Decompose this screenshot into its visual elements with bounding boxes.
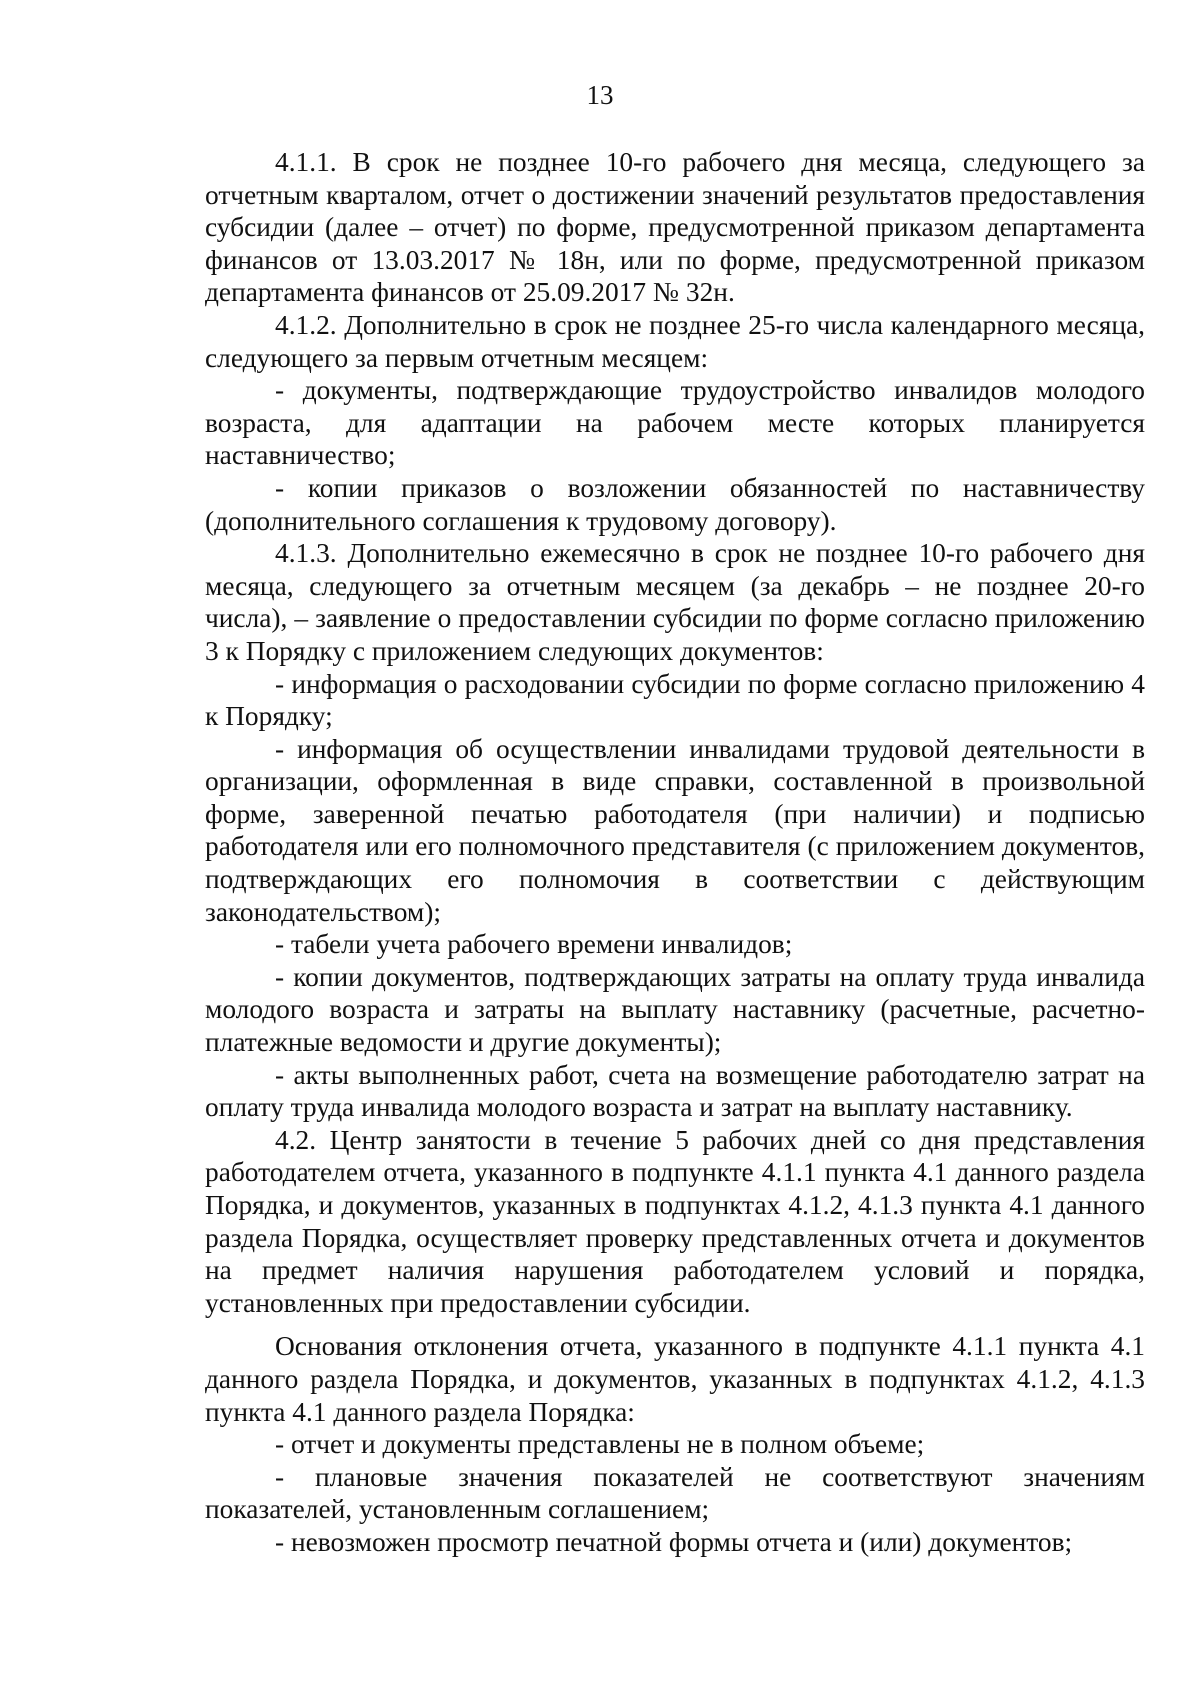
list-item-unviewable-print-form: - невозможен просмотр печатной формы отчета и (или) документов;	[275, 1526, 1073, 1557]
paragraph-4-1-3: 4.1.3. Дополнительно ежемесячно в срок не позднее 10-го рабочего дня месяца, следующего за отчетным месяцем (за декабрь – не позднее 20-го числа), – заявление о предоставлении субсидии по форме согласно приложению 3 к Порядку с приложением следующих документов:	[205, 538, 1145, 666]
list-item-incomplete-report: - отчет и документы представлены не в полном объеме;	[275, 1429, 925, 1460]
list-item-work-acts: - акты выполненных работ, счета на возмещение работодателю затрат на оплату труда инвалида молодого возраста и затрат на выплату наставнику.	[205, 1059, 1145, 1123]
list-item-employment-documents: - документы, подтверждающие трудоустройство инвалидов молодого возраста, для адаптации на рабочем месте которых планируется наставничество;	[205, 375, 1145, 471]
list-item-mentorship-orders: - копии приказов о возложении обязанностей по наставничеству (дополнительного соглашения к трудовому договору).	[205, 472, 1145, 536]
list-item-cost-documents: - копии документов, подтверждающих затраты на оплату труда инвалида молодого возраста и затраты на выплату наставнику (расчетные, расчетно-платежные ведомости и другие документы);	[205, 961, 1145, 1058]
paragraph-4-1-1: 4.1.1. В срок не позднее 10-го рабочего дня месяца, следующего за отчетным кварталом, отчет о достижении значений результатов предоставления субсидии (далее – отчет) по форме, предусмотренной приказом департамента финансов от 13.03.2017 № 18н, или по форме, предусмотренной приказом департамента финансов от 25.09.2017 № 32н.	[205, 147, 1145, 308]
list-item-timesheets: - табели учета рабочего времени инвалидов;	[275, 929, 793, 960]
paragraph-4-2: 4.2. Центр занятости в течение 5 рабочих дней со дня представления работодателем отчета, указанного в подпункте 4.1.1 пункта 4.1 данного раздела Порядка, и документов, указанных в подпунктах 4.1.2, 4.1.3 пункта 4.1 данного раздела Порядка, осуществляет проверку представленных отчета и документов на предмет наличия нарушения работодателем условий и порядка, установленных при предоставлении субсидии.	[205, 1124, 1145, 1318]
list-item-subsidy-spending-info: - информация о расходовании субсидии по форме согласно приложению 4 к Порядку;	[205, 668, 1145, 732]
paragraph-rejection-grounds: Основания отклонения отчета, указанного в подпункте 4.1.1 пункта 4.1 данного раздела Порядка, и документов, указанных в подпунктах 4.1.2, 4.1.3 пункта 4.1 данного раздела Порядка:	[205, 1331, 1145, 1427]
list-item-indicator-mismatch: - плановые значения показателей не соответствуют значениям показателей, установленным соглашением;	[205, 1461, 1145, 1525]
paragraph-4-1-2: 4.1.2. Дополнительно в срок не позднее 25-го числа календарного месяца, следующего за первым отчетным месяцем:	[205, 309, 1145, 373]
document-body	[205, 146, 1145, 1559]
page-number: 13	[586, 80, 614, 110]
list-item-employment-activity-info: - информация об осуществлении инвалидами трудовой деятельности в организации, оформленная в виде справки, составленной в произвольной форме, заверенной печатью работодателя (при наличии) и подписью работодателя или его полномочного представителя (с приложением документов, подтверждающих его полномочия в соответствии с действующим законодательством);	[205, 733, 1145, 927]
